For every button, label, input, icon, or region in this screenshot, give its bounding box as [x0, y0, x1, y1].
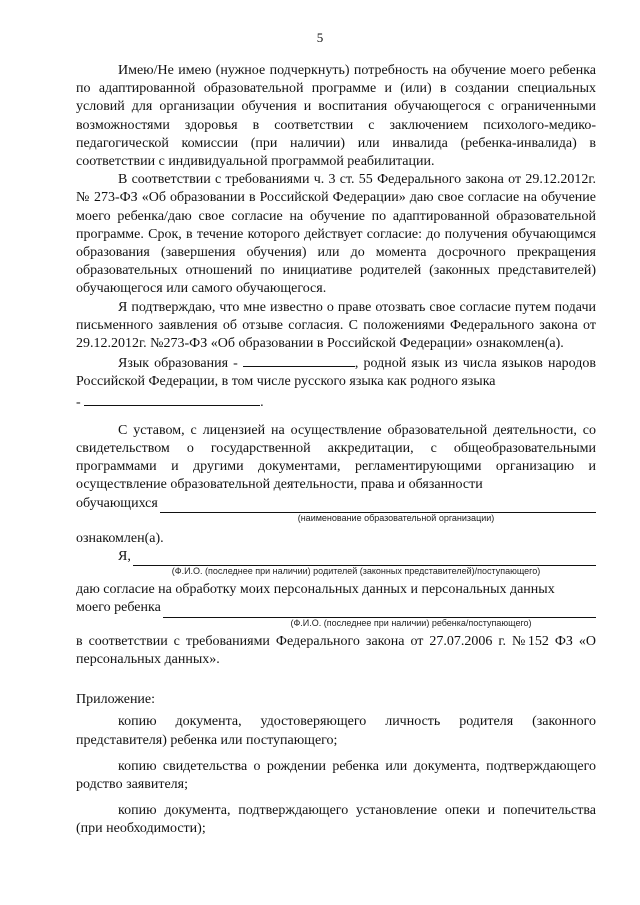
- parent-name-field[interactable]: [133, 552, 596, 566]
- attachment-item: копию документа, удостоверяющего личность родителя (законного представителя) ребенка или поступающего;: [76, 714, 596, 748]
- attachment-list: [76, 713, 596, 838]
- paragraph-charter: С уставом, с лицензией на осуществление образовательной деятельности, со свидетельством о государственной аккредитации, с общеобразовательными программами и другими документами, регламентирующими организацию и осуществление образовательной деятельности, права и обязанности: [76, 422, 596, 493]
- attachment-title: Приложение:: [76, 692, 156, 708]
- dash-text: -: [76, 394, 81, 410]
- paragraph-language: [76, 353, 596, 391]
- org-name-caption: (наименование образовательной организации): [297, 512, 495, 523]
- org-name-row: [76, 495, 596, 513]
- attachment-item: копию документа, подтверждающего установление опеки и попечительства (при необходимости);: [76, 803, 596, 837]
- document-body: [76, 62, 596, 839]
- paragraph-special-needs: Имею/Не имею (нужное подчеркнуть) потребность на обучение моего ребенка по адаптированной образовательной программе и (или) в создании специальных условий для организации обучения и воспитания обучающегося с ограниченными возможностями здоровья в соответствии с заключением психолого-медико-педагогической комиссии (при наличии) или инвалида (ребенка-инвалида) в соответствии с индивидуальной программой реабилитации.: [76, 63, 596, 170]
- parent-name-row: [76, 548, 596, 566]
- native-language-text: , родной язык из числа языков народов Российской Федерации, в том числе русского языка как родного языка: [76, 356, 596, 390]
- child-name-row: [76, 599, 596, 617]
- education-language-field[interactable]: [243, 353, 355, 367]
- language-label: Язык образования -: [118, 356, 238, 372]
- consent-pd-line1: даю согласие на обработку моих персональных данных и персональных данных: [76, 582, 555, 598]
- paragraph-language-end: [76, 392, 596, 412]
- child-name-field[interactable]: [163, 604, 596, 618]
- paragraph-personal-data-law: в соответствии с требованиями Федерального закона от 27.07.2006 г. №152 ФЗ «О персональных данных».: [76, 633, 596, 667]
- child-name-caption: (Ф.И.О. (последнее при наличии) ребенка/поступающего): [290, 617, 532, 628]
- parent-name-caption: (Ф.И.О. (последнее при наличии) родителей (законных представителей)/поступающего): [171, 566, 541, 577]
- child-label: моего ребенка: [76, 600, 161, 616]
- period-text: .: [260, 394, 264, 410]
- native-language-field[interactable]: [84, 392, 260, 406]
- attachment-item: копию свидетельства о рождении ребенка или документа, подтверждающего родство заявителя;: [76, 758, 596, 792]
- acquainted-text: ознакомлен(а).: [76, 530, 164, 546]
- i-label: Я,: [118, 549, 131, 565]
- paragraph-consent-education: В соответствии с требованиями ч. 3 ст. 55 Федерального закона от 29.12.2012г. № 273-ФЗ «Об образовании в Российской Федерации» даю свое согласие на обучение моего ребенка/даю свое согласие на обучение по адаптированной образовательной программе. Срок, в течение которого действует согласие: до получения обучающимся образования (завершения обучения) или до момента досрочного прекращения образовательных отношений по инициативе родителей (законных представителей) обучающегося или самого обучающегося.: [76, 172, 596, 297]
- page-number: 5: [316, 30, 324, 45]
- paragraph-withdraw-consent: Я подтверждаю, что мне известно о праве отозвать свое согласие путем подачи письменного заявления об отзыве согласия. С положениями Федерального закона от 29.12.2012г. №273-ФЗ «Об образовании в Российской Федерации» ознакомлен(а).: [76, 299, 596, 352]
- students-label: обучающихся: [76, 495, 158, 511]
- org-name-field[interactable]: [160, 499, 596, 513]
